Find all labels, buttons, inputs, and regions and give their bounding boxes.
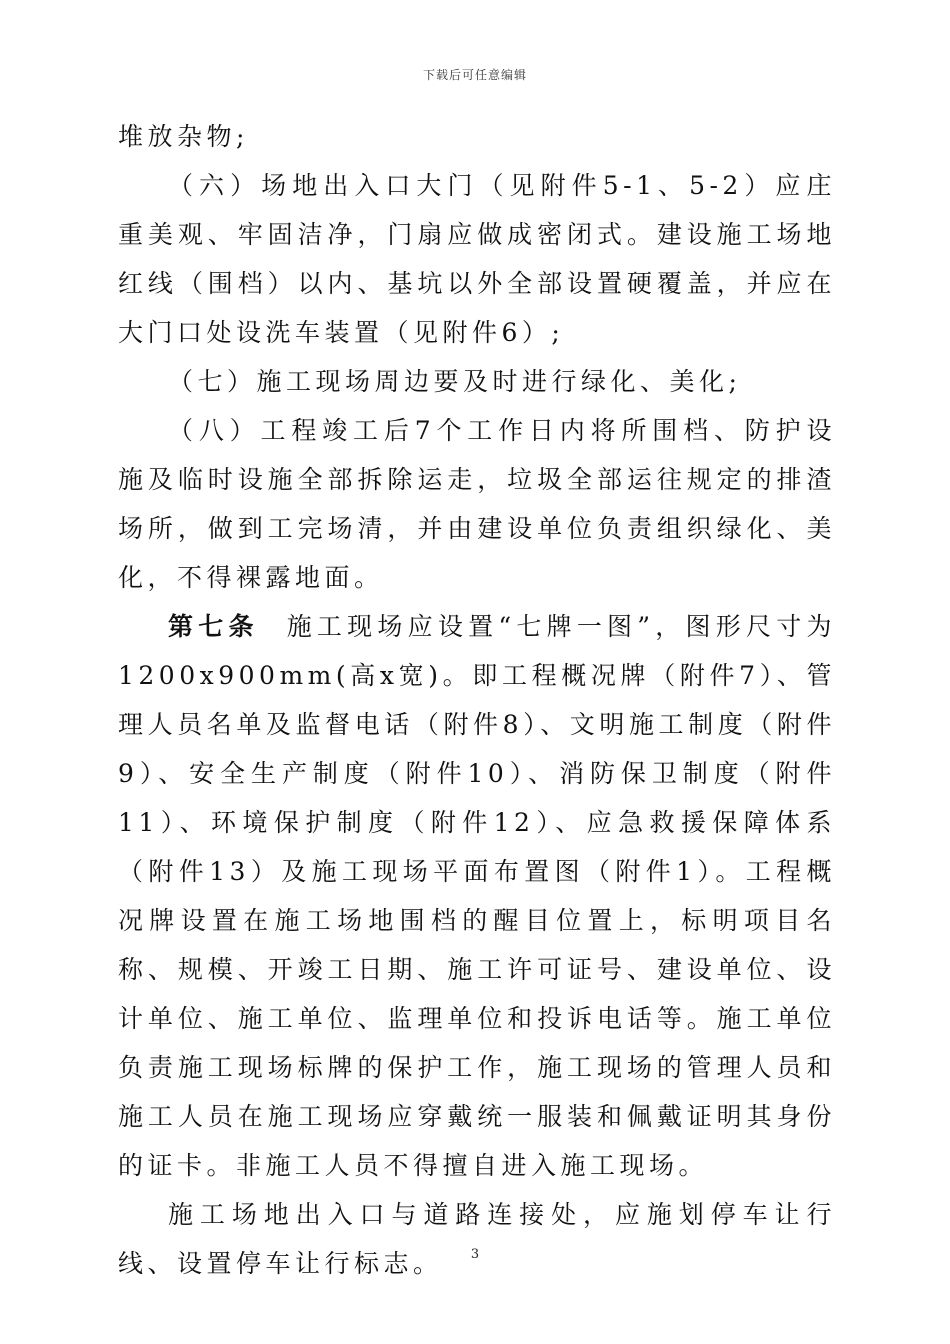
paragraph-item-8: （八）工程竣工后7个工作日内将所围档、防护设施及临时设施全部拆除运走，垃圾全部运往规定的排渣场所，做到工完场清，并由建设单位负责组织绿化、美化，不得裸露地面。 <box>118 416 836 592</box>
document-body <box>118 112 836 1288</box>
article-7-paragraph <box>118 602 836 1190</box>
article-text: 施工现场应设置“七牌一图”，图形尺寸为1200x900mm(高x宽)。即工程概况牌（附件7）、管理人员名单及监督电话（附件8）、文明施工制度（附件9）、安全生产制度（附件10）、消防保卫制度（附件11）、环境保护制度（附件12）、应急救援保障体系（附件13）及施工现场平面布置图（附件1）。工程概况牌设置在施工场地围档的醒目位置上，标明项目名称、规模、开竣工日期、施工许可证号、建设单位、设计单位、施工单位、监理单位和投诉电话等。施工单位负责施工现场标牌的保护工作，施工现场的管理人员和施工人员在施工现场应穿戴统一服装和佩戴证明其身份的证卡。非施工人员不得擅自进入施工现场。 <box>118 612 836 1180</box>
closing-paragraph: 施工场地出入口与道路连接处，应施划停车让行线、设置停车让行标志。 <box>118 1200 836 1278</box>
article-label: 第七条 <box>168 612 259 641</box>
page-header: 下载后可任意编辑 <box>422 68 527 82</box>
paragraph-continuation: 堆放杂物; <box>118 122 249 151</box>
page-number: 3 <box>470 1247 480 1262</box>
paragraph-item-6: （六）场地出入口大门（见附件5-1、5-2）应庄重美观、牢固洁净，门扇应做成密闭式。建设施工场地红线（围档）以内、基坑以外全部设置硬覆盖，并应在大门口处设洗车装置（见附件6）; <box>118 171 836 347</box>
paragraph-item-7: （七）施工现场周边要及时进行绿化、美化; <box>168 367 742 396</box>
